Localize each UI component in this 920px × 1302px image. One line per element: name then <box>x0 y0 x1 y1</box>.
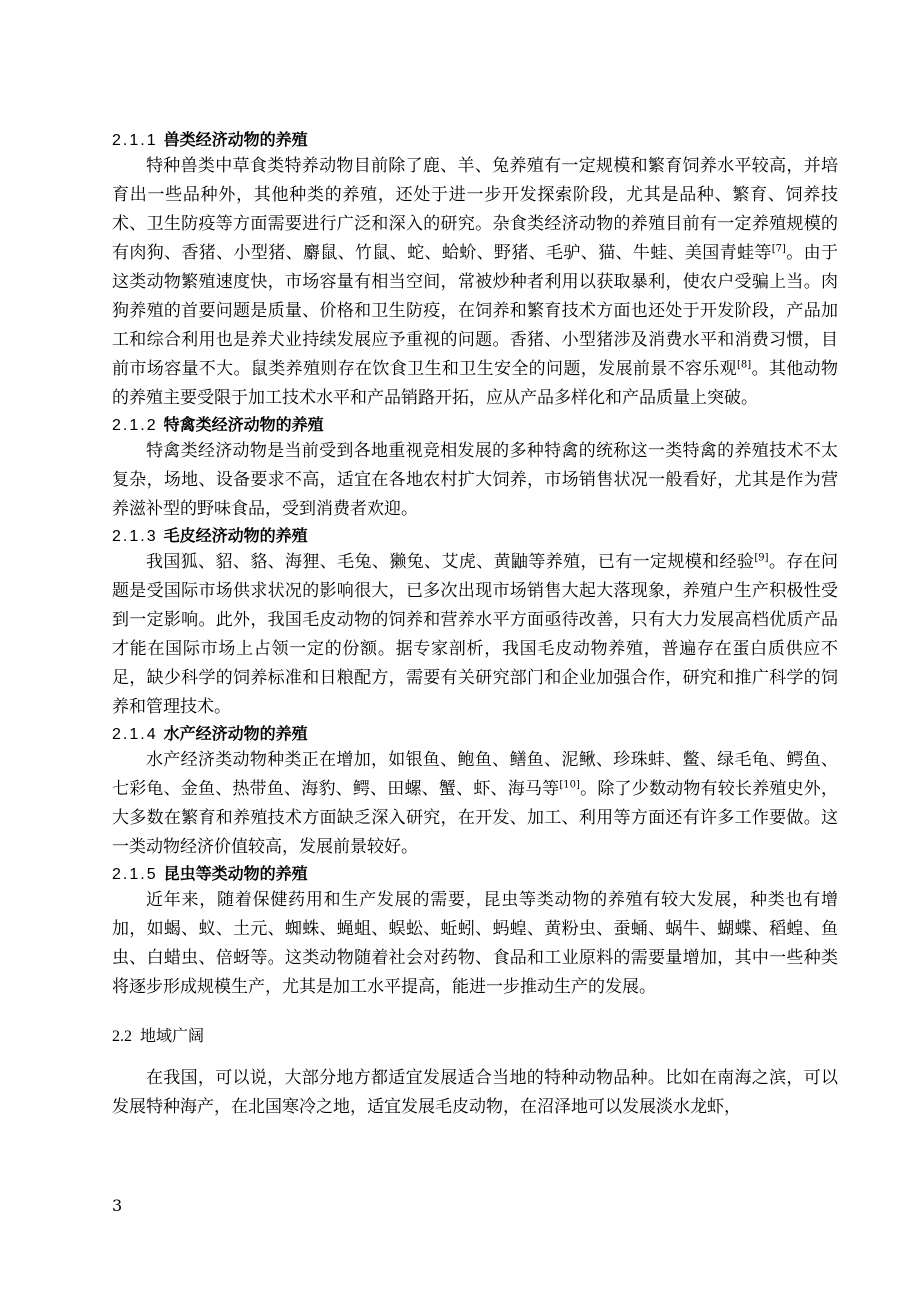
subsection-title: 水产经济动物的养殖 <box>163 724 308 743</box>
paragraph <box>112 152 838 413</box>
subsection-heading <box>112 524 838 548</box>
subsection-number: 2.1.5 <box>112 866 158 883</box>
subsection-title: 昆虫等类动物的养殖 <box>163 864 308 883</box>
text-run: 水产经济类动物种类正在增加，如银鱼、鲍鱼、鳝鱼、泥鳅、珍珠蚌、鳖、绿毛龟、鳄鱼、七彩龟、金鱼、热带鱼、海豹、鳄、田螺、蟹、虾、海马等 <box>112 750 838 799</box>
citation-ref: [7] <box>771 243 786 255</box>
subsection-number: 2.1.4 <box>112 726 158 743</box>
document-body <box>112 128 838 1122</box>
subsection-heading <box>112 128 838 152</box>
paragraph <box>112 886 838 1002</box>
subsection-heading <box>112 413 838 437</box>
sections-container <box>112 128 838 1002</box>
citation-ref: [9] <box>754 552 769 564</box>
text-run: 。存在问题是受国际市场供求状况的影响很大，已多次出现市场销售大起大落现象，养殖户生产积极性受到一定影响。此外，我国毛皮动物的饲养和营养水平方面亟待改善，只有大力发展高档优质产品才能在国际市场上占领一定的份额。据专家剖析，我国毛皮动物养殖，普遍存在蛋白质供应不足，缺少科学的饲养标准和日粮配方，需要有关研究部门和企业加强合作，研究和推广科学的饲养和管理技术。 <box>112 552 839 717</box>
paragraph <box>112 437 838 524</box>
subsection-number: 2.1.2 <box>112 417 158 434</box>
subsection-title: 兽类经济动物的养殖 <box>163 130 308 149</box>
citation-ref: [8] <box>737 359 752 371</box>
subsection-title: 毛皮经济动物的养殖 <box>163 526 308 545</box>
subsection-number: 2.1.1 <box>112 132 158 149</box>
text-run: 。由于这类动物繁殖速度快，市场容量有相当空间，常被炒种者利用以获取暴利，使农户受骗上当。肉狗养殖的首要问题是质量、价格和卫生防疫，在饲养和繁育技术方面也还处于开发阶段，产品加工和综合利用也是养犬业持续发展应予重视的问题。香猪、小型猪涉及消费水平和消费习惯，目前市场容量不大。鼠类养殖则存在饮食卫生和卫生安全的问题，发展前景不容乐观 <box>112 243 839 379</box>
subsection-heading <box>112 862 838 886</box>
page-number: 3 <box>112 1196 123 1215</box>
paragraph <box>112 548 838 722</box>
subsection-heading <box>112 722 838 746</box>
text-run: 。其他动物的养殖主要受限于加工技术水平和产品销路开拓，应从产品多样化和产品质量上突破。 <box>112 359 839 408</box>
paragraph <box>112 746 838 862</box>
section-heading-2-2 <box>112 1024 838 1049</box>
citation-ref: [10] <box>559 779 580 791</box>
text-run: 我国狐、貂、貉、海狸、毛兔、獭兔、艾虎、黄鼬等养殖，已有一定规模和经验 <box>146 552 755 572</box>
subsection-number: 2.1.3 <box>112 528 158 545</box>
paragraph: 在我国，可以说，大部分地方都适宜发展适合当地的特种动物品种。比如在南海之滨，可以发展特种海产，在北国寒冷之地，适宜发展毛皮动物，在沼泽地可以发展淡水龙虾， <box>112 1068 838 1117</box>
section-title: 地域广阔 <box>140 1026 205 1045</box>
subsection-title: 特禽类经济动物的养殖 <box>163 415 324 434</box>
section-number: 2.2 <box>112 1028 132 1045</box>
text-run: 特种兽类中草食类特养动物目前除了鹿、羊、兔养殖有一定规模和繁育饲养水平较高，并培育出一些品种外，其他种类的养殖，还处于进一步开发探索阶段，尤其是品种、繁育、饲养技术、卫生防疫等方面需要进行广泛和深入的研究。杂食类经济动物的养殖目前有一定养殖规模的有肉狗、香猪、小型猪、麝鼠、竹鼠、蛇、蛤蚧、野猪、毛驴、猫、牛蛙、美国青蛙等 <box>112 156 838 263</box>
text-run: 特禽类经济动物是当前受到各地重视竞相发展的多种特禽的统称这一类特禽的养殖技术不太复杂，场地、设备要求不高，适宜在各地农村扩大饲养，市场销售状况一般看好，尤其是作为营养滋补型的野味食品，受到消费者欢迎。 <box>112 441 838 519</box>
text-run: 。除了少数动物有较长养殖史外，大多数在繁育和养殖技术方面缺乏深入研究，在开发、加工、利用等方面还有许多工作要做。这一类动物经济价值较高，发展前景较好。 <box>112 779 839 857</box>
text-run: 近年来，随着保健药用和生产发展的需要，昆虫等类动物的养殖有较大发展，种类也有增加，如蝎、蚁、土元、蜘蛛、蝇蛆、蜈蚣、蚯蚓、蚂蝗、黄粉虫、蚕蛹、蜗牛、蝴蝶、稻蝗、鱼虫、白蜡虫、倍蚜等。这类动物随着社会对药物、食品和工业原料的需要量增加，其中一些种类将逐步形成规模生产，尤其是加工水平提高，能进一步推动生产的发展。 <box>112 890 838 997</box>
